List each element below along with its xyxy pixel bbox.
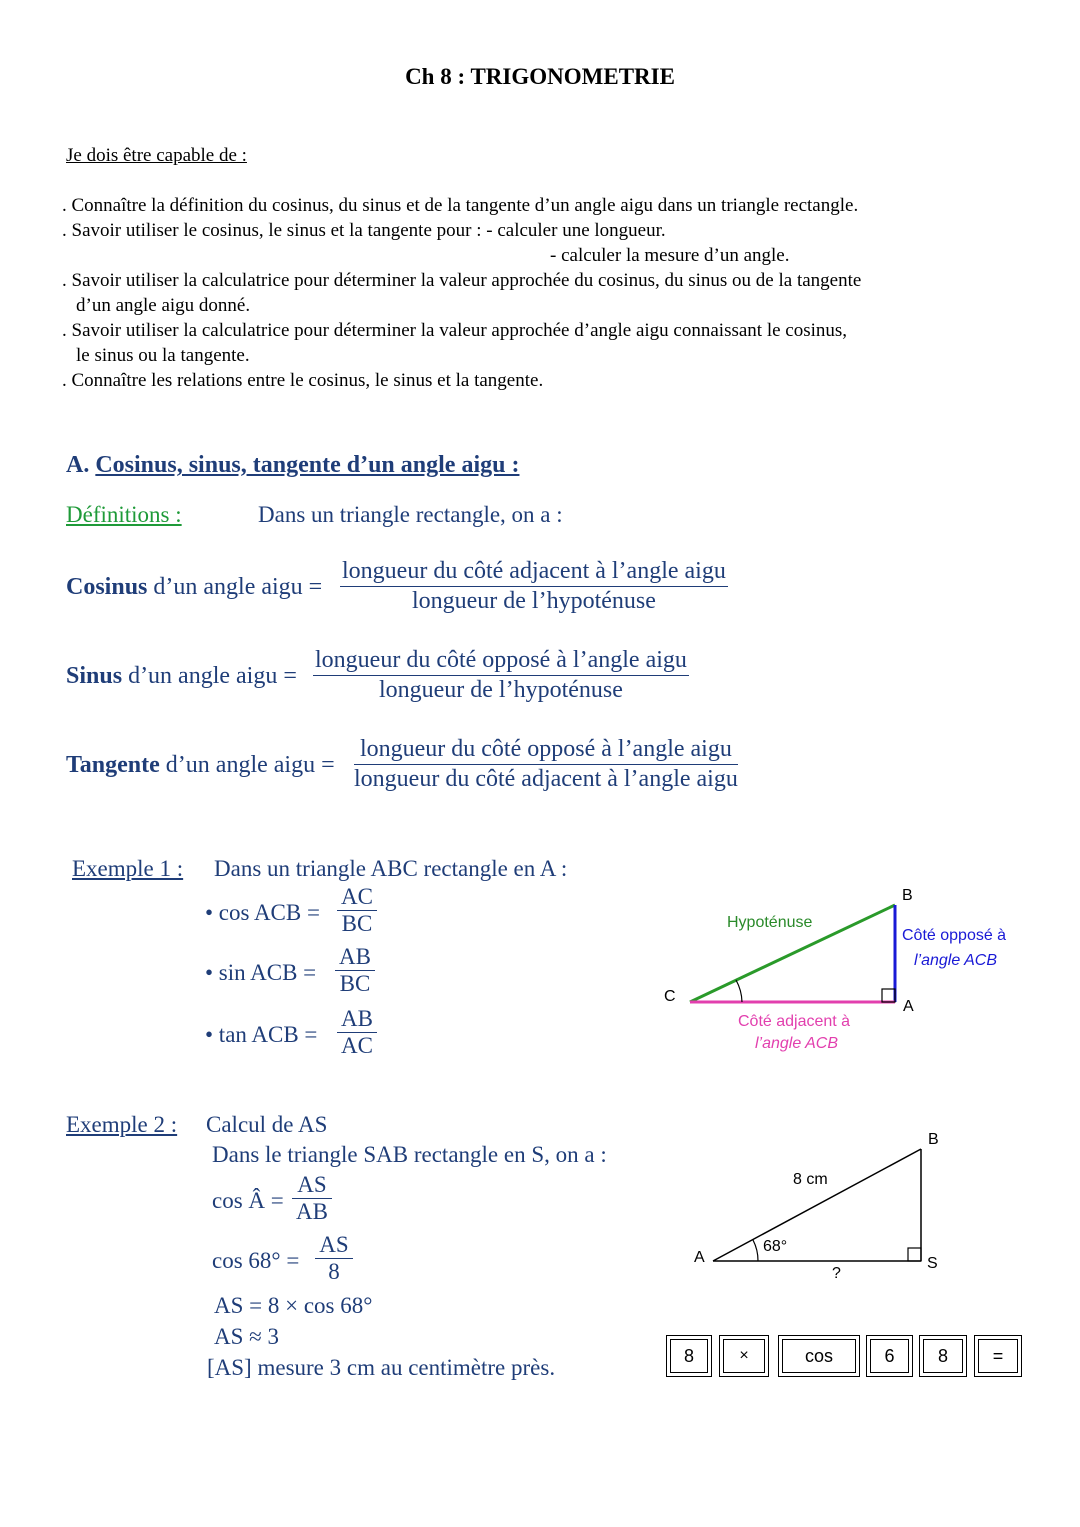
sin-denominator: longueur de l’hypoténuse	[378, 677, 623, 703]
ex1-cos-fraction	[337, 884, 377, 937]
objective-line: - calculer la mesure d’un angle.	[550, 245, 790, 266]
ex1-sin-fraction	[335, 944, 375, 997]
ex2-l2-den: 8	[328, 1259, 340, 1284]
adjacent-label-1: Côté adjacent à	[738, 1013, 851, 1030]
adjacent-label-2: l’angle ACB	[755, 1035, 839, 1052]
opposite-label-1: Côté opposé à	[902, 927, 1007, 944]
definitions-label: Définitions :	[66, 502, 182, 527]
cos-name: Cosinus	[66, 574, 148, 600]
right-angle-marker	[882, 989, 895, 1002]
example1-text: Dans un triangle ABC rectangle en A :	[214, 856, 568, 881]
ex1-cos-lhs: • cos ACB =	[205, 900, 320, 925]
example2-text2: Dans le triangle SAB rectangle en S, on a :	[212, 1142, 607, 1167]
section-a-title: Cosinus, sinus, tangente d’un angle aigu :	[95, 452, 520, 478]
sin-rest: d’un angle aigu =	[128, 663, 297, 689]
ex2-l5: [AS] mesure 3 cm au centimètre près.	[207, 1355, 556, 1380]
objective-line: d’un angle aigu donné.	[76, 295, 251, 316]
vertex-b2-label: B	[928, 1131, 939, 1148]
ex1-sin-den: BC	[339, 971, 371, 996]
ex2-l4: AS ≈ 3	[214, 1324, 280, 1349]
ex1-sin-num: AB	[339, 944, 371, 969]
sin-fraction	[313, 647, 689, 704]
tan-denominator: longueur du côté adjacent à l’angle aigu	[354, 766, 738, 792]
triangle-abc-figure	[650, 880, 1050, 1060]
objective-line: . Savoir utiliser la calculatrice pour déterminer la valeur approchée du cosinus, du sinus ou de la tangente	[62, 270, 862, 291]
example2-label: Exemple 2 :	[66, 1112, 178, 1137]
triangle-sab-figure	[700, 1140, 960, 1280]
ex2-l1-den: AB	[296, 1199, 328, 1224]
ex1-cos-num: AC	[341, 884, 373, 909]
ex1-tan-den: AC	[341, 1033, 373, 1058]
key-equals[interactable]: =	[974, 1335, 1022, 1377]
vertex-a-label: A	[903, 998, 914, 1015]
right-angle-marker	[908, 1248, 921, 1261]
key-cos[interactable]: cos	[778, 1335, 860, 1377]
key-times[interactable]: ×	[719, 1335, 769, 1377]
vertex-a2-label: A	[694, 1249, 705, 1266]
ex1-tan-num: AB	[341, 1006, 373, 1031]
ex2-l2-lhs: cos 68° =	[212, 1248, 300, 1273]
example1-label: Exemple 1 :	[72, 856, 184, 881]
key-8[interactable]: 8	[666, 1335, 712, 1377]
cos-definition-label	[66, 574, 322, 601]
objective-line: . Connaître les relations entre le cosinus, le sinus et la tangente.	[62, 370, 544, 391]
tan-rest: d’un angle aigu =	[165, 752, 335, 778]
objectives-heading: Je dois être capable de :	[66, 145, 247, 166]
ex1-tan-lhs: • tan ACB =	[205, 1022, 318, 1047]
key-8b[interactable]: 8	[919, 1335, 967, 1377]
ex2-l1-num: AS	[297, 1172, 327, 1197]
section-a-heading	[66, 452, 519, 479]
opposite-label-2: l’angle ACB	[914, 952, 998, 969]
side-length-label: 8 cm	[793, 1171, 828, 1188]
objective-line: le sinus ou la tangente.	[76, 345, 250, 366]
objective-line: . Savoir utiliser le cosinus, le sinus et la tangente pour : - calculer une longueur.	[62, 220, 666, 241]
tan-name: Tangente	[66, 752, 160, 778]
ex2-l2-fraction	[315, 1232, 353, 1285]
ex1-tan-fraction	[337, 1006, 377, 1059]
example2-text1: Calcul de AS	[206, 1112, 328, 1137]
ex2-l1-lhs: cos Â =	[212, 1188, 284, 1213]
tan-definition-label	[66, 752, 335, 779]
tan-fraction	[354, 736, 738, 793]
sin-numerator: longueur du côté opposé à l’angle aigu	[315, 647, 687, 673]
objective-line: . Savoir utiliser la calculatrice pour déterminer la valeur approchée d’angle aigu connaissant le cosinus,	[62, 320, 848, 341]
key-6[interactable]: 6	[866, 1335, 913, 1377]
page-title: Ch 8 : TRIGONOMETRIE	[405, 64, 675, 89]
objective-line: . Connaître la définition du cosinus, du sinus et de la tangente d’un angle aigu dans un triangle rectangle.	[62, 195, 859, 216]
sin-name: Sinus	[66, 663, 123, 689]
vertex-b-label: B	[902, 887, 913, 904]
tan-numerator: longueur du côté opposé à l’angle aigu	[359, 736, 732, 762]
cos-numerator: longueur du côté adjacent à l’angle aigu	[342, 558, 726, 584]
ex2-l2-num: AS	[319, 1232, 349, 1257]
angle-arc	[753, 1240, 758, 1261]
unknown-label: ?	[832, 1265, 841, 1282]
vertex-c-label: C	[664, 988, 676, 1005]
cos-denominator: longueur de l’hypoténuse	[411, 588, 656, 614]
vertex-s-label: S	[927, 1255, 938, 1272]
ex2-l1-fraction	[292, 1172, 332, 1225]
hypotenuse-label: Hypoténuse	[727, 914, 813, 931]
ex2-l3: AS = 8 × cos 68°	[214, 1293, 373, 1318]
definitions-text: Dans un triangle rectangle, on a :	[258, 502, 563, 527]
cos-fraction	[340, 558, 728, 615]
sin-definition-label	[66, 663, 297, 690]
angle-label: 68°	[763, 1238, 788, 1255]
side-ab-line	[713, 1149, 921, 1261]
ex1-sin-lhs: • sin ACB =	[205, 960, 317, 985]
angle-arc	[736, 980, 742, 1002]
section-a-prefix: A.	[66, 452, 90, 478]
cos-rest: d’un angle aigu =	[153, 574, 323, 600]
ex1-cos-den: BC	[341, 911, 373, 936]
